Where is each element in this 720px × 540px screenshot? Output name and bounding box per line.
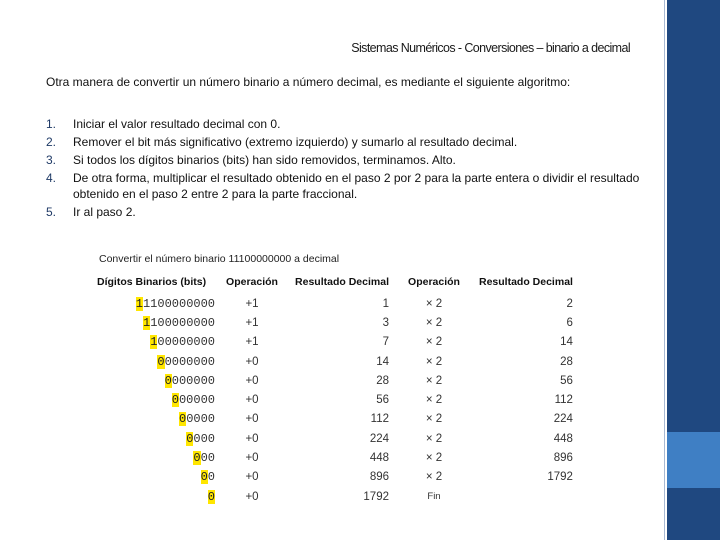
column-header-result-product: Resultado Decimal [479, 276, 573, 288]
result-product-cell: 448 [553, 432, 573, 445]
remaining-bits: 0000000 [164, 354, 215, 369]
bits-cell [97, 468, 215, 487]
algorithm-steps-list [46, 116, 646, 220]
list-item [46, 204, 646, 220]
result-sum-cell: 28 [376, 374, 389, 387]
list-item [46, 152, 646, 168]
remaining-bits: 100000000 [150, 315, 215, 330]
result-sum-cell: 896 [369, 471, 389, 484]
result-product-cell: 112 [554, 394, 573, 407]
result-product-cell: 6 [566, 316, 573, 329]
operation-add-cell: +0 [245, 413, 259, 426]
result-product-cell: 2 [566, 297, 573, 310]
result-product-cell [479, 487, 573, 506]
result-product-cell: 14 [560, 336, 573, 349]
bits-cell [97, 333, 215, 352]
result-sum-cell: 56 [376, 394, 389, 407]
table-row [97, 352, 573, 371]
bits-cell [97, 448, 215, 467]
result-sum-cell: 1 [382, 297, 389, 310]
step-number: 2. [46, 135, 57, 149]
operation-multiply-cell: × 2 [425, 471, 443, 484]
highlighted-bit: 0 [193, 451, 201, 466]
highlighted-bit: 1 [135, 296, 143, 311]
step-text: Iniciar el valor resultado decimal con 0. [73, 117, 281, 131]
remaining-bits: 000 [193, 431, 215, 446]
operation-add-cell: +0 [245, 432, 259, 445]
end-label: Fin [427, 491, 441, 503]
highlighted-bit: 0 [171, 393, 179, 408]
table-row [97, 371, 573, 390]
table-row [97, 390, 573, 409]
bits-cell [97, 294, 215, 313]
step-text: De otra forma, multiplicar el resultado obtenido en el paso 2 por 2 para la parte entera o dividir el resultado obtenido en el paso 2 entre 2 para la parte fraccional. [73, 171, 640, 201]
operation-add-cell: +0 [245, 452, 259, 465]
result-product-cell: 1792 [547, 471, 573, 484]
operation-multiply-cell: × 2 [425, 413, 443, 426]
conversion-figure [92, 244, 593, 516]
highlighted-bit: 0 [178, 412, 187, 427]
table-row [97, 294, 573, 313]
highlighted-bit: 0 [164, 373, 172, 388]
step-number: 5. [46, 205, 57, 219]
list-item [46, 116, 646, 132]
step-number: 3. [46, 153, 57, 167]
step-number: 1. [46, 117, 57, 131]
remaining-bits: 0000 [186, 412, 215, 427]
table-row [97, 448, 573, 467]
bits-cell [97, 313, 215, 332]
bits-cell [97, 371, 215, 390]
remaining-bits: 00 [200, 451, 215, 466]
bits-cell [97, 429, 215, 448]
highlighted-bit: 0 [186, 431, 194, 446]
result-sum-cell: 14 [376, 355, 389, 368]
table-row [97, 333, 573, 352]
operation-multiply-cell: × 2 [425, 297, 443, 310]
operation-multiply-cell: × 2 [425, 374, 443, 387]
column-header-operation-add: Operación [226, 276, 278, 288]
remaining-bits: 00000 [178, 393, 215, 408]
list-item [46, 170, 646, 202]
operation-add-cell: +0 [245, 374, 259, 387]
bits-cell [97, 352, 215, 371]
result-sum-cell: 7 [382, 336, 389, 349]
result-sum-cell: 1792 [363, 490, 389, 503]
operation-add-cell: +1 [245, 297, 259, 310]
bits-cell [97, 487, 215, 506]
operation-multiply-cell: × 2 [425, 452, 443, 465]
result-sum-cell: 3 [382, 316, 389, 329]
result-sum-cell: 224 [369, 432, 389, 445]
figure-caption: Convertir el número binario 11100000000 a decimal [99, 253, 340, 265]
step-text: Si todos los dígitos binarios (bits) han sido removidos, terminamos. Alto. [73, 153, 456, 167]
table-row [97, 487, 573, 506]
remaining-bits: 000000 [171, 373, 215, 388]
column-header-operation-multiply: Operación [408, 276, 460, 288]
bits-cell [97, 410, 215, 429]
result-product-cell: 28 [560, 355, 573, 368]
bits-cell [97, 390, 215, 409]
result-product-cell: 56 [560, 374, 573, 387]
intro-paragraph: Otra manera de convertir un número binario a número decimal, es mediante el siguiente algoritmo: [46, 75, 571, 89]
table-row [97, 410, 573, 429]
operation-add-cell: +0 [245, 471, 259, 484]
column-header-result-sum: Resultado Decimal [295, 276, 389, 288]
highlighted-bit: 1 [150, 335, 158, 350]
operation-multiply-cell: × 2 [425, 336, 443, 349]
operation-add-cell: +1 [245, 336, 259, 349]
remaining-bits: 1100000000 [142, 296, 215, 311]
step-number: 4. [46, 171, 57, 185]
operation-multiply-cell: × 2 [425, 394, 443, 407]
list-item [46, 134, 646, 150]
column-header-bits: Dígitos Binarios (bits) [97, 276, 207, 288]
operation-add-cell: +0 [245, 490, 259, 503]
operation-multiply-cell: × 2 [425, 355, 443, 368]
table-row [97, 468, 573, 487]
step-text: Remover el bit más significativo (extremo izquierdo) y sumarlo al resultado decimal. [73, 135, 518, 149]
conversion-table [97, 274, 573, 506]
table-row [97, 429, 573, 448]
operation-add-cell: +1 [245, 316, 259, 329]
sidebar-accent-block [667, 432, 720, 488]
result-sum-cell: 112 [370, 413, 389, 426]
operation-multiply-cell: × 2 [425, 432, 443, 445]
result-product-cell: 896 [553, 452, 573, 465]
remaining-bits: 0 [207, 470, 215, 485]
result-sum-cell: 448 [369, 452, 389, 465]
table-row [97, 313, 573, 332]
highlighted-bit: 1 [142, 315, 151, 330]
sidebar-divider-line [664, 0, 665, 540]
operation-add-cell: +0 [245, 394, 259, 407]
highlighted-bit: 0 [157, 354, 165, 369]
table-header-row [97, 274, 573, 294]
operation-multiply-cell: × 2 [425, 316, 443, 329]
highlighted-bit: 0 [200, 470, 208, 485]
highlighted-bit: 0 [207, 489, 215, 504]
slide-title: Sistemas Numéricos - Conversiones – binario a decimal [351, 41, 630, 55]
step-text: Ir al paso 2. [73, 205, 136, 219]
remaining-bits: 00000000 [157, 335, 215, 350]
result-product-cell: 224 [553, 413, 573, 426]
operation-add-cell: +0 [245, 355, 259, 368]
